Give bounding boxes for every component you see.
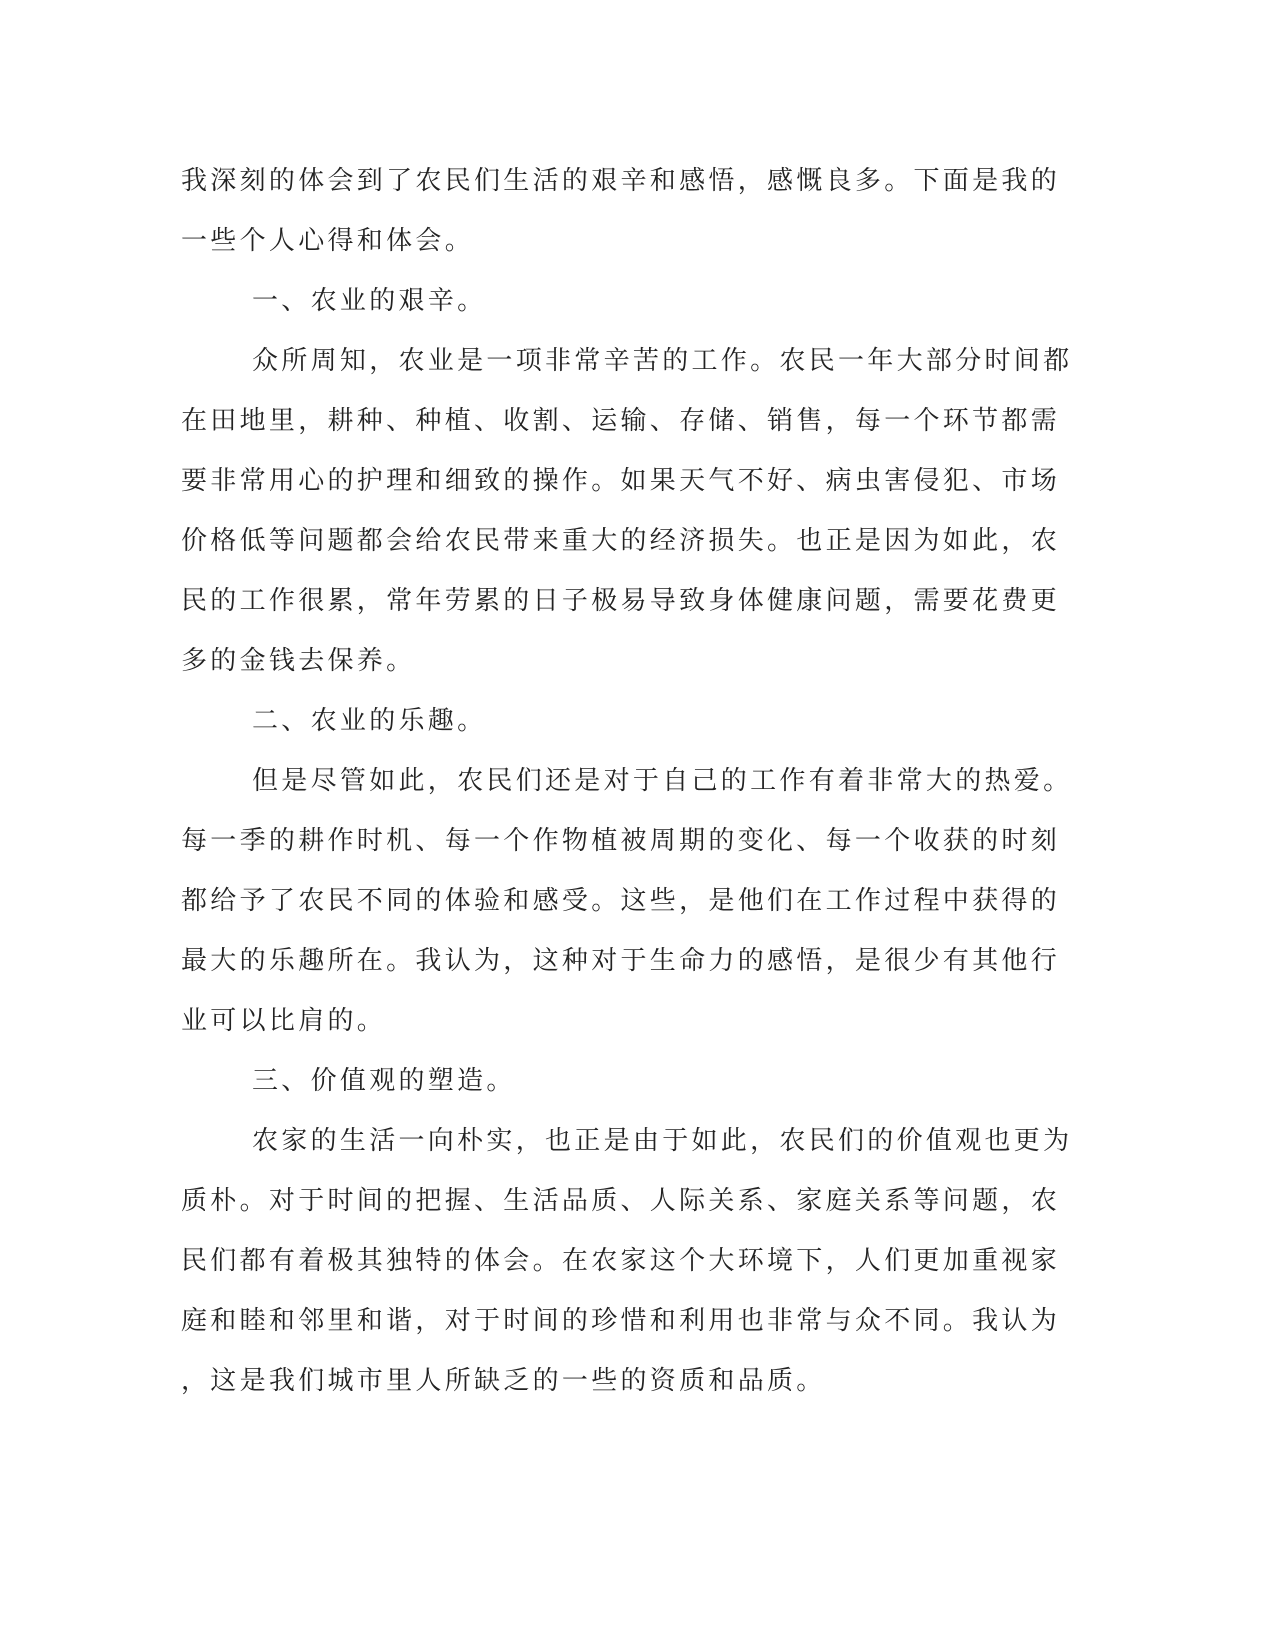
body-line: 庭和睦和邻里和谐，对于时间的珍惜和利用也非常与众不同。我认为 <box>181 1306 1061 1336</box>
document-body <box>181 161 1073 1421</box>
body-line: 价格低等问题都会给农民带来重大的经济损失。也正是因为如此，农 <box>181 526 1061 556</box>
section-heading-3: 三、价值观的塑造。 <box>252 1066 516 1096</box>
section-heading-2: 二、农业的乐趣。 <box>252 706 487 736</box>
body-line: 都给予了农民不同的体验和感受。这些，是他们在工作过程中获得的 <box>181 886 1061 916</box>
body-line: 但是尽管如此，农民们还是对于自己的工作有着非常大的热爱。 <box>252 766 1073 796</box>
body-line: 要非常用心的护理和细致的操作。如果天气不好、病虫害侵犯、市场 <box>181 466 1061 496</box>
body-line: ，这是我们城市里人所缺乏的一些的资质和品质。 <box>181 1366 826 1396</box>
body-line: 众所周知，农业是一项非常辛苦的工作。农民一年大部分时间都 <box>252 346 1073 376</box>
body-line: 多的金钱去保养。 <box>181 646 416 676</box>
body-line: 民们都有着极其独特的体会。在农家这个大环境下，人们更加重视家 <box>181 1246 1061 1276</box>
body-line: 业可以比肩的。 <box>181 1006 387 1036</box>
body-line: 最大的乐趣所在。我认为，这种对于生命力的感悟，是很少有其他行 <box>181 946 1061 976</box>
body-line: 一些个人心得和体会。 <box>181 226 475 256</box>
body-line: 农家的生活一向朴实，也正是由于如此，农民们的价值观也更为 <box>252 1126 1073 1156</box>
body-line: 每一季的耕作时机、每一个作物植被周期的变化、每一个收获的时刻 <box>181 826 1061 856</box>
body-line: 我深刻的体会到了农民们生活的艰辛和感悟，感慨良多。下面是我的 <box>181 166 1061 196</box>
body-line: 在田地里，耕种、种植、收割、运输、存储、销售，每一个环节都需 <box>181 406 1061 436</box>
body-line: 民的工作很累，常年劳累的日子极易导致身体健康问题，需要花费更 <box>181 586 1061 616</box>
section-heading-1: 一、农业的艰辛。 <box>252 286 487 316</box>
body-line: 质朴。对于时间的把握、生活品质、人际关系、家庭关系等问题，农 <box>181 1186 1061 1216</box>
